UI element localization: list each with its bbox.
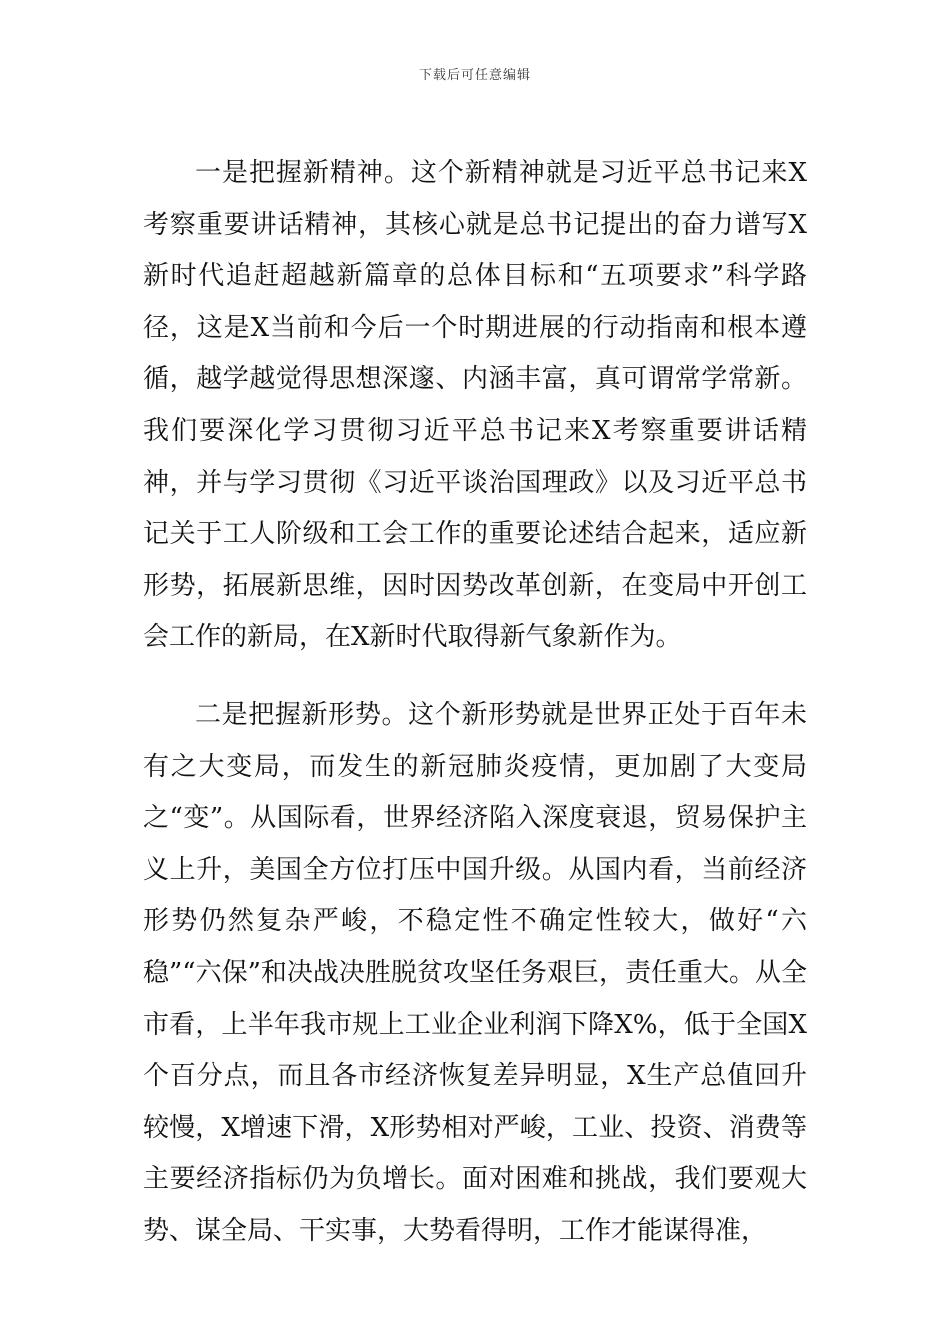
document-body: [143, 148, 807, 1257]
page-header-note: 下载后可任意编辑: [418, 68, 531, 83]
paragraph-1: 一是把握新精神。这个新精神就是习近平总书记来X考察重要讲话精神，其核心就是总书记提出的奋力谱写X新时代追赶超越新篇章的总体目标和“五项要求”科学路径，这是X当前和今后一个时期进展的行动指南和根本遵循，越学越觉得思想深邃、内涵丰富，真可谓常学常新。我们要深化学习贯彻习近平总书记来X考察重要讲话精神，并与学习贯彻《习近平谈治国理政》以及习近平总书记关于工人阶级和工会工作的重要论述结合起来，适应新形势，拓展新思维，因时因势改革创新，在变局中开创工会工作的新局，在X新时代取得新气象新作为。: [143, 158, 807, 653]
paragraph-2: 二是把握新形势。这个新形势就是世界正处于百年未有之大变局，而发生的新冠肺炎疫情，更加剧了大变局之“变”。从国际看，世界经济陷入深度衰退，贸易保护主义上升，美国全方位打压中国升级。从国内看，当前经济形势仍然复杂严峻，不稳定性不确定性较大，做好“六稳”“六保”和决战决胜脱贫攻坚任务艰巨，责任重大。从全市看，上半年我市规上工业企业利润下降X%，低于全国X个百分点，而且各市经济恢复差异明显，X生产总值回升较慢，X增速下滑，X形势相对严峻，工业、投资、消费等主要经济指标仍为负增长。面对困难和挑战，我们要观大势、谋全局、干实事，大势看得明，工作才能谋得准，: [143, 699, 807, 1246]
